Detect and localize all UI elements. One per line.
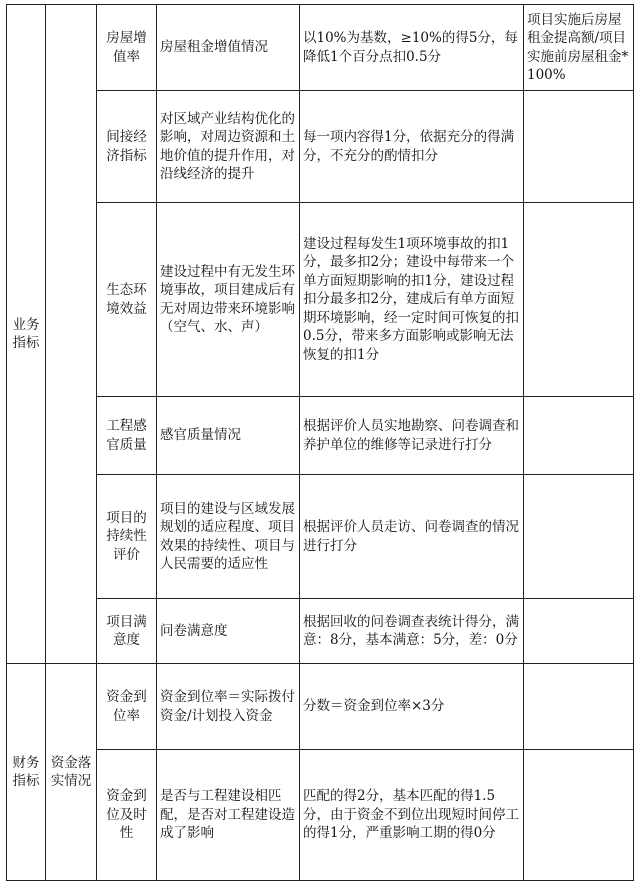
table-row: [7, 664, 634, 750]
indicator-cell: 资金到位率: [97, 664, 157, 750]
description-cell: 感官质量情况: [157, 397, 300, 475]
indicator-cell: 房屋增值率: [97, 5, 157, 91]
table-row: [7, 475, 634, 599]
formula-cell: [524, 750, 634, 881]
formula-cell: [524, 599, 634, 664]
formula-cell: 项目实施后房屋租金提高额/项目实施前房屋租金*100%: [524, 5, 634, 91]
formula-cell: [524, 91, 634, 203]
indicator-cell: 工程感官质量: [97, 397, 157, 475]
criteria-cell: 每一项内容得1分，依据充分的得满分，不充分的酌情扣分: [300, 91, 524, 203]
criteria-cell: 建设过程每发生1项环境事故的扣1分，最多扣2分；建设中每带来一个单方面短期影响的扣1分，建设过程扣分最多扣2分，建成后有单方面短期环境影响，经一定时间可恢复的扣0.5分，带来多方面影响或影响无法恢复的扣1分: [300, 203, 524, 397]
criteria-cell: 根据评价人员走访、问卷调查的情况进行打分: [300, 475, 524, 599]
criteria-cell: 匹配的得2分，基本匹配的得1.5分，由于资金不到位出现短时间停工的得1分，严重影响工期的得0分: [300, 750, 524, 881]
formula-cell: [524, 475, 634, 599]
criteria-cell: 以10%为基数，≥10%的得5分，每降低1个百分点扣0.5分: [300, 5, 524, 91]
table-row: [7, 5, 634, 91]
table-row: [7, 750, 634, 881]
description-cell: 项目的建设与区域发展规划的适应程度、项目效果的持续性、项目与人民需要的适应性: [157, 475, 300, 599]
table-row: [7, 599, 634, 664]
subcategory-funding-cell: 资金落实情况: [46, 664, 97, 881]
table-row: [7, 91, 634, 203]
formula-cell: [524, 397, 634, 475]
criteria-cell: 根据回收的问卷调查表统计得分，满意：8分，基本满意：5分，差：0分: [300, 599, 524, 664]
description-cell: 对区域产业结构优化的影响，对周边资源和土地价值的提升作用，对沿线经济的提升: [157, 91, 300, 203]
formula-cell: [524, 203, 634, 397]
indicator-cell: 项目满意度: [97, 599, 157, 664]
indicator-cell: 项目的持续性评价: [97, 475, 157, 599]
criteria-cell: 根据评价人员实地勘察、问卷调查和养护单位的维修等记录进行打分: [300, 397, 524, 475]
indicator-cell: 资金到位及时性: [97, 750, 157, 881]
description-cell: 房屋租金增值情况: [157, 5, 300, 91]
description-cell: 是否与工程建设相匹配，是否对工程建设造成了影响: [157, 750, 300, 881]
indicator-cell: 间接经济指标: [97, 91, 157, 203]
description-cell: 问卷满意度: [157, 599, 300, 664]
table-row: [7, 397, 634, 475]
subcategory-business-cell: [46, 5, 97, 664]
formula-cell: [524, 664, 634, 750]
category-business-cell: 业务指标: [7, 5, 46, 664]
description-cell: 资金到位率＝实际拨付资金/计划投入资金: [157, 664, 300, 750]
description-cell: 建设过程中有无发生环境事故，项目建成后有无对周边带来环境影响（空气、水、声）: [157, 203, 300, 397]
indicator-cell: 生态环境效益: [97, 203, 157, 397]
category-finance-cell: 财务指标: [7, 664, 46, 881]
table-row: [7, 203, 634, 397]
evaluation-metrics-table: [6, 4, 634, 881]
criteria-cell: 分数＝资金到位率×3分: [300, 664, 524, 750]
